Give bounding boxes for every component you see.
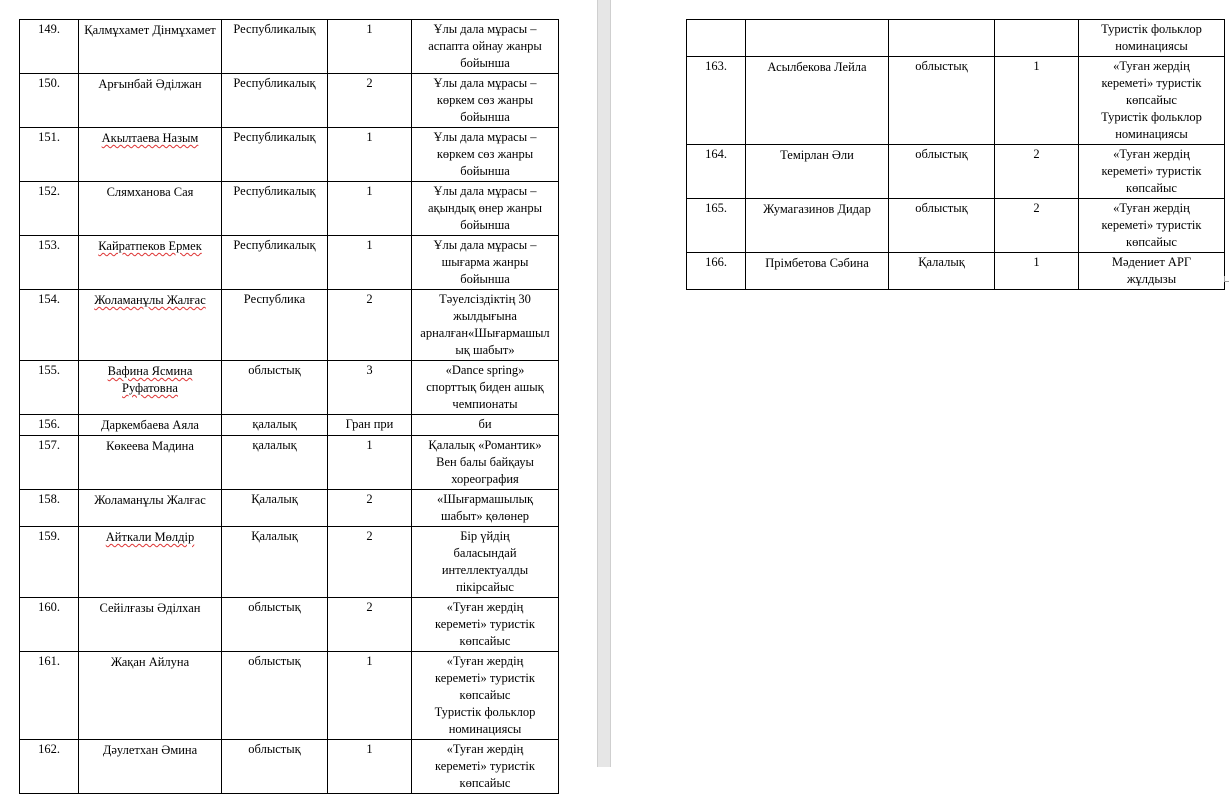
competition-level: Қалалық (918, 255, 965, 269)
competition-level-cell (889, 145, 995, 199)
student-name-cell (79, 236, 222, 290)
competition-level-cell (889, 20, 995, 57)
award-place-cell (995, 20, 1079, 57)
student-name: Жумагазинов Дидар (763, 202, 871, 216)
row-number-cell (20, 415, 79, 436)
competition-level-cell (222, 236, 328, 290)
competition-description-cell (412, 415, 559, 436)
row-number: 151. (38, 130, 60, 144)
competition-description: Тәуелсіздіктің 30 жылдығына арналған«Шығармашыл ық шабыт» (420, 292, 550, 357)
student-name-cell (79, 182, 222, 236)
row-number-cell (20, 436, 79, 490)
row-number-cell (20, 128, 79, 182)
award-place: 2 (1033, 147, 1040, 161)
award-place: 1 (366, 438, 373, 452)
table-row (687, 20, 1225, 57)
competition-level: облыстық (915, 59, 968, 73)
row-number-cell (20, 598, 79, 652)
table-row (687, 145, 1225, 199)
award-place: 1 (1033, 255, 1040, 269)
row-number: 157. (38, 438, 60, 452)
student-name-cell (746, 145, 889, 199)
competition-level-cell (222, 290, 328, 361)
table-row (687, 199, 1225, 253)
award-place: 1 (366, 742, 373, 756)
award-place: 1 (366, 238, 373, 252)
paragraph-mark-corner (1224, 276, 1229, 282)
competition-description: Ұлы дала мұрасы – ақындық өнер жанры бойынша (427, 184, 543, 232)
row-number: 156. (38, 417, 60, 431)
competition-level-cell (222, 415, 328, 436)
competition-level: облыстық (248, 363, 301, 377)
award-place-cell (328, 20, 412, 74)
row-number: 150. (38, 76, 60, 90)
award-place: 2 (366, 292, 373, 306)
award-place: 2 (1033, 201, 1040, 215)
award-place-cell (995, 145, 1079, 199)
competition-description: Туристік фольклор номинациясы (1101, 22, 1202, 53)
row-number-cell (20, 290, 79, 361)
award-place: 2 (366, 76, 373, 90)
competition-description: Ұлы дала мұрасы – көркем сөз жанры бойынша (433, 76, 537, 124)
competition-level-cell (889, 57, 995, 145)
competition-description-cell (412, 527, 559, 598)
student-name-cell (79, 598, 222, 652)
competition-description-cell (412, 436, 559, 490)
table-row (20, 527, 559, 598)
row-number: 154. (38, 292, 60, 306)
row-number: 164. (705, 147, 727, 161)
competition-level-cell (222, 598, 328, 652)
competition-level-cell (222, 527, 328, 598)
competition-level: облыстық (915, 201, 968, 215)
award-place-cell (328, 182, 412, 236)
row-number: 166. (705, 255, 727, 269)
row-number-cell (20, 361, 79, 415)
award-place-cell (995, 57, 1079, 145)
student-name: Жоламанұлы Жалғас (94, 293, 206, 307)
student-name-cell (79, 527, 222, 598)
table-row (20, 20, 559, 74)
student-name-cell (79, 74, 222, 128)
table-row (20, 652, 559, 740)
award-place: 1 (366, 184, 373, 198)
awards-table-left (19, 19, 559, 794)
student-name: Сейілғазы Әділхан (99, 601, 201, 615)
award-place-cell (995, 199, 1079, 253)
competition-level-cell (222, 490, 328, 527)
award-place: 1 (1033, 59, 1040, 73)
competition-level-cell (222, 74, 328, 128)
row-number-cell (20, 652, 79, 740)
row-number-cell (687, 199, 746, 253)
award-place: 2 (366, 600, 373, 614)
student-name-cell (79, 361, 222, 415)
row-number-cell (687, 253, 746, 290)
competition-description-cell (412, 290, 559, 361)
student-name: Слямханова Сая (106, 185, 194, 199)
table-row (20, 436, 559, 490)
competition-description-cell (412, 128, 559, 182)
award-place-cell (328, 290, 412, 361)
student-name-cell (79, 652, 222, 740)
student-name-cell (746, 57, 889, 145)
competition-level: Республикалық (233, 22, 316, 36)
student-name: Айткали Мөлдір (105, 530, 195, 544)
competition-description-cell (1079, 145, 1225, 199)
award-place-cell (328, 490, 412, 527)
student-name: Вафина Ясмина Руфатовна (107, 364, 193, 395)
row-number: 160. (38, 600, 60, 614)
competition-description: «Туған жердің кереметі» туристік көпсайыс (435, 742, 535, 790)
row-number: 165. (705, 201, 727, 215)
page-gap (597, 0, 611, 767)
award-place: 3 (366, 363, 373, 377)
student-name: Асылбекова Лейла (767, 60, 867, 74)
student-name: Даркембаева Аяла (101, 418, 199, 432)
student-name: Қалмұхамет Дінмұхамет (84, 23, 216, 37)
table-row (687, 253, 1225, 290)
competition-level-cell (222, 652, 328, 740)
competition-description-cell (1079, 199, 1225, 253)
competition-level: қалалық (252, 438, 297, 452)
competition-description-cell (412, 236, 559, 290)
award-place: 1 (366, 130, 373, 144)
document-page-right (611, 0, 1229, 767)
student-name-cell (79, 20, 222, 74)
competition-description-cell (412, 598, 559, 652)
award-place-cell (328, 527, 412, 598)
competition-level-cell (889, 253, 995, 290)
competition-level-cell (222, 436, 328, 490)
student-name: Көкеева Мадина (106, 439, 194, 453)
award-place-cell (328, 236, 412, 290)
row-number: 152. (38, 184, 60, 198)
competition-level: облыстық (248, 742, 301, 756)
row-number: 149. (38, 22, 60, 36)
row-number: 163. (705, 59, 727, 73)
table-row (20, 361, 559, 415)
competition-level: Республикалық (233, 130, 316, 144)
student-name: Жақан Айлуна (110, 655, 190, 669)
competition-description: Бір үйдің баласындай интеллектуалды пікірсайыс (441, 529, 529, 594)
competition-description: «Туған жердің кереметі» туристік көпсайыс (1101, 147, 1202, 195)
student-name-cell (746, 20, 889, 57)
student-name: Акылтаева Назым (101, 131, 199, 145)
competition-level: Қалалық (251, 492, 298, 506)
competition-level: Республикалық (233, 184, 316, 198)
student-name-cell (79, 436, 222, 490)
student-name-cell (79, 415, 222, 436)
award-place-cell (328, 436, 412, 490)
competition-level-cell (222, 20, 328, 74)
competition-description: «Туған жердің кереметі» туристік көпсайыс Туристік фольклор номинациясы (1101, 59, 1202, 141)
row-number-cell (20, 74, 79, 128)
competition-level: қалалық (252, 417, 297, 431)
award-place-cell (328, 415, 412, 436)
competition-description: «Шығармашылық шабыт» қөлөнер (436, 492, 534, 523)
competition-description-cell (1079, 20, 1225, 57)
table-row (687, 57, 1225, 145)
table-row (20, 74, 559, 128)
competition-description: Ұлы дала мұрасы – шығарма жанры бойынша (433, 238, 537, 286)
competition-level: Қалалық (251, 529, 298, 543)
award-place: 1 (366, 22, 373, 36)
row-number-cell (20, 182, 79, 236)
competition-level: облыстық (248, 654, 301, 668)
table-row (20, 182, 559, 236)
competition-description: Мәдениет АРГ жұлдызы (1111, 255, 1192, 286)
table-row (20, 415, 559, 436)
row-number-cell (20, 236, 79, 290)
competition-level: облыстық (915, 147, 968, 161)
award-place-cell (328, 361, 412, 415)
table-row (20, 598, 559, 652)
awards-table-right (686, 19, 1225, 290)
row-number-cell (20, 490, 79, 527)
competition-description-cell (1079, 253, 1225, 290)
table-row (20, 490, 559, 527)
student-name-cell (79, 128, 222, 182)
competition-description: Ұлы дала мұрасы – аспапта ойнау жанры бойынша (428, 22, 542, 70)
row-number: 153. (38, 238, 60, 252)
student-name-cell (79, 290, 222, 361)
student-name: Темірлан Әли (780, 148, 854, 162)
award-place: Гран при (345, 417, 394, 431)
row-number-cell (20, 20, 79, 74)
award-place-cell (328, 598, 412, 652)
student-name-cell (746, 253, 889, 290)
competition-level-cell (222, 361, 328, 415)
competition-level-cell (222, 182, 328, 236)
competition-description: Ұлы дала мұрасы – көркем сөз жанры бойынша (433, 130, 537, 178)
competition-level-cell (222, 128, 328, 182)
row-number: 161. (38, 654, 60, 668)
row-number: 159. (38, 529, 60, 543)
competition-level: Республика (243, 292, 306, 306)
table-row (20, 236, 559, 290)
award-place: 1 (366, 654, 373, 668)
student-name: Кайратпеков Ермек (98, 239, 202, 253)
award-place-cell (328, 74, 412, 128)
competition-description-cell (412, 74, 559, 128)
competition-description: «Туған жердің кереметі» туристік көпсайыс (435, 600, 535, 648)
competition-description-cell (1079, 57, 1225, 145)
competition-description-cell (412, 652, 559, 740)
competition-description-cell (412, 361, 559, 415)
row-number: 155. (38, 363, 60, 377)
competition-description-cell (412, 182, 559, 236)
student-name-cell (746, 199, 889, 253)
award-place-cell (328, 652, 412, 740)
competition-description: Қалалық «Романтик» Вен балы байқауы хореография (428, 438, 542, 486)
student-name-cell (79, 490, 222, 527)
competition-level: Республикалық (233, 76, 316, 90)
competition-description: «Dance spring» спорттық биден ашық чемпионаты (426, 363, 544, 411)
competition-level-cell (889, 199, 995, 253)
row-number-cell (20, 527, 79, 598)
award-place-cell (995, 253, 1079, 290)
competition-description: би (478, 417, 492, 431)
competition-description-cell (412, 490, 559, 527)
award-place-cell (328, 128, 412, 182)
award-place: 2 (366, 492, 373, 506)
row-number-cell (687, 20, 746, 57)
student-name: Прімбетова Сәбина (765, 256, 869, 270)
document-page-left (0, 0, 597, 790)
student-name: Арғынбай Әділжан (98, 77, 202, 91)
table-row (20, 128, 559, 182)
row-number: 158. (38, 492, 60, 506)
student-name: Жоламанұлы Жалғас (94, 493, 206, 507)
student-name: Дәулетхан Әмина (102, 743, 198, 757)
competition-description: «Туған жердің кереметі» туристік көпсайыс (1101, 201, 1202, 249)
table-row (20, 290, 559, 361)
row-number: 162. (38, 742, 60, 756)
competition-description-cell (412, 20, 559, 74)
award-place: 2 (366, 529, 373, 543)
competition-level: облыстық (248, 600, 301, 614)
competition-description: «Туған жердің кереметі» туристік көпсайыс Туристік фольклор номинациясы (434, 654, 536, 736)
competition-level: Республикалық (233, 238, 316, 252)
row-number-cell (687, 57, 746, 145)
row-number-cell (687, 145, 746, 199)
